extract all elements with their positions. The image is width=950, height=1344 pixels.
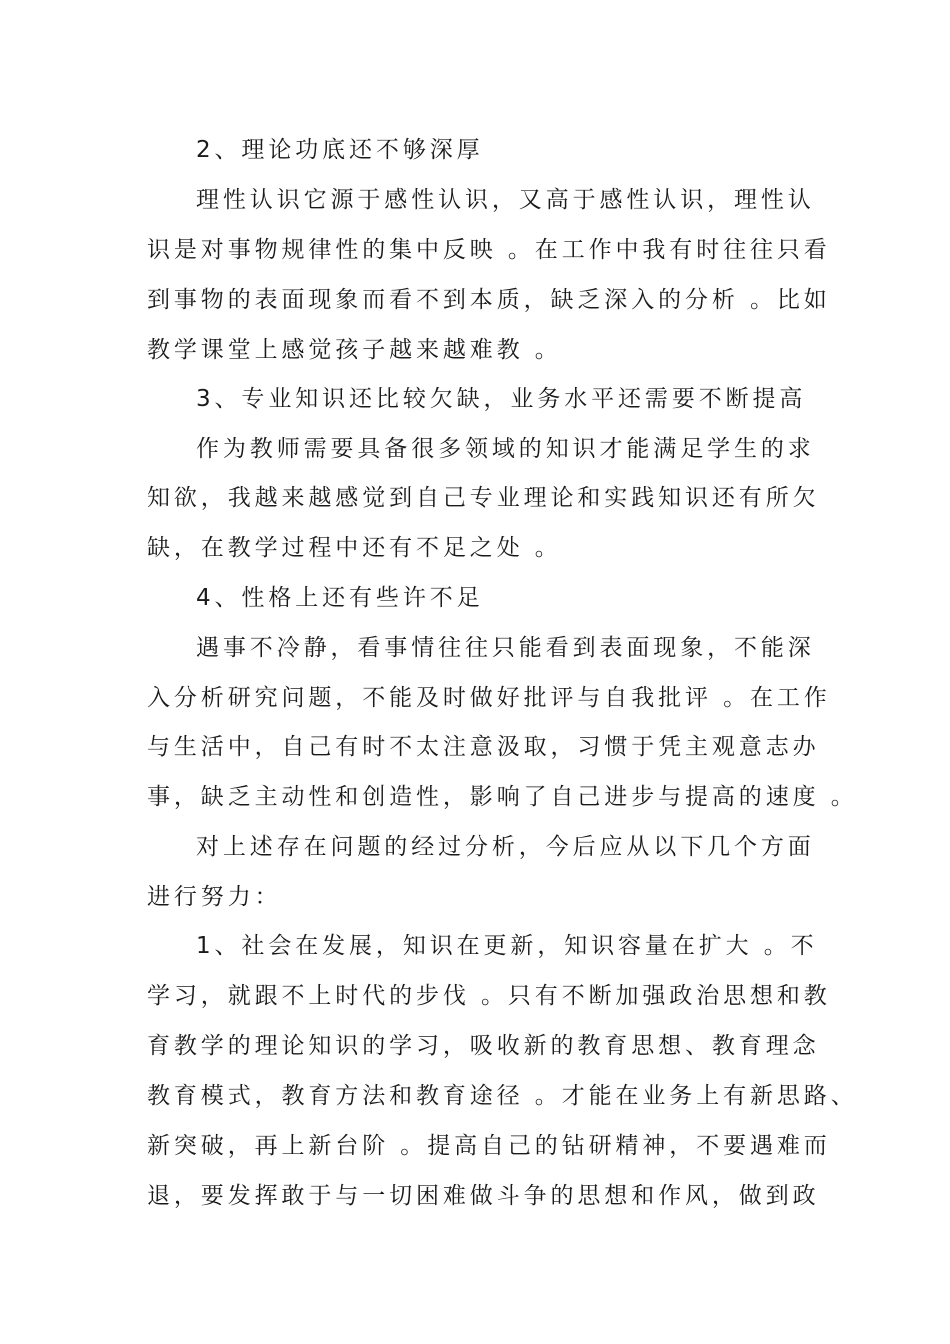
- heading-improvement-1: 1、社会在发展，知识在更新，知识容量在扩大 。不: [196, 933, 818, 959]
- paragraph-line: 入分析研究问题，不能及时做好批评与自我批评 。在工作: [147, 685, 831, 711]
- paragraph-line: 到事物的表面现象而看不到本质，缺乏深入的分析 。比如: [147, 287, 831, 313]
- paragraph-line: 理性认识它源于感性认识，又高于感性认识，理性认: [196, 187, 815, 213]
- paragraph-line: 学习，就跟不上时代的步伐 。只有不断加强政治思想和教: [147, 983, 831, 1009]
- paragraph-line: 知欲，我越来越感觉到自己专业理论和实践知识还有所欠: [147, 485, 820, 511]
- paragraph-line: 识是对事物规律性的集中反映 。在工作中我有时往往只看: [147, 237, 831, 263]
- paragraph-line: 与生活中，自己有时不太注意汲取，习惯于凭主观意志办: [147, 734, 820, 760]
- heading-personality: 4、性格上还有些许不足: [196, 585, 484, 611]
- paragraph-line: 进行努力：: [147, 884, 282, 910]
- paragraph-line: 新突破，再上新台阶 。提高自己的钻研精神，不要遇难而: [147, 1133, 831, 1159]
- paragraph-line: 对上述存在问题的经过分析，今后应从以下几个方面: [196, 834, 815, 860]
- paragraph-line: 育教学的理论知识的学习，吸收新的教育思想、教育理念: [147, 1033, 820, 1059]
- paragraph-line: 缺，在教学过程中还有不足之处 。: [147, 535, 562, 561]
- heading-theory-foundation: 2、理论功底还不够深厚: [196, 137, 484, 163]
- paragraph-line: 教学课堂上感觉孩子越来越难教 。: [147, 337, 562, 363]
- paragraph-line: 遇事不冷静，看事情往往只能看到表面现象，不能深: [196, 635, 815, 661]
- paragraph-line: 作为教师需要具备很多领域的知识才能满足学生的求: [196, 436, 815, 462]
- paragraph-line: 事，缺乏主动性和创造性，影响了自己进步与提高的速度 。: [147, 784, 858, 810]
- heading-professional-knowledge: 3、专业知识还比较欠缺，业务水平还需要不断提高: [196, 386, 807, 412]
- paragraph-line: 教育模式，教育方法和教育途径 。才能在业务上有新思路、: [147, 1083, 858, 1109]
- paragraph-line: 退，要发挥敢于与一切困难做斗争的思想和作风，做到政: [147, 1183, 820, 1209]
